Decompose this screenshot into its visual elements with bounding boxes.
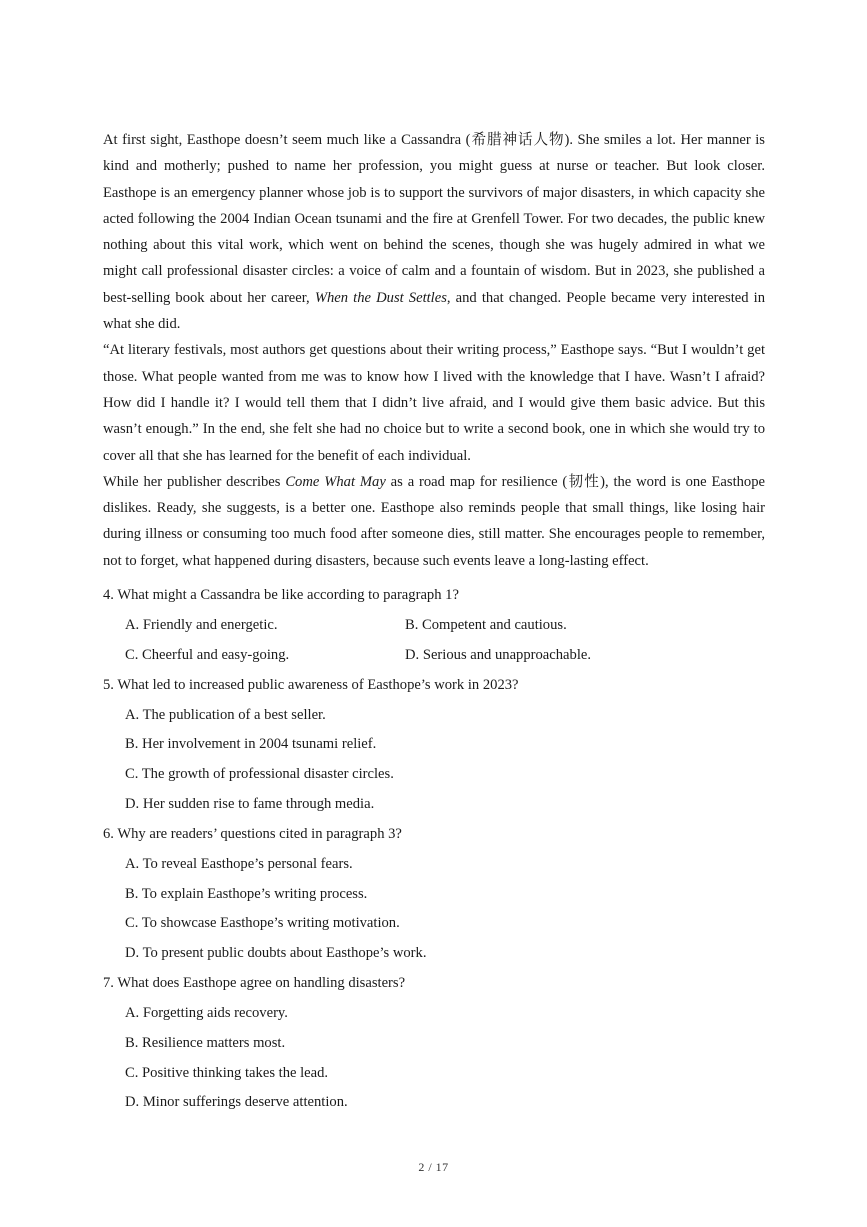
option-d: D. Her sudden rise to fame through media. [125, 795, 375, 812]
option-b: B. Her involvement in 2004 tsunami relief. [125, 736, 377, 753]
question-stem: 7. What does Easthope agree on handling disasters? [103, 974, 406, 991]
option-c: C. To showcase Easthope’s writing motivation. [125, 915, 400, 932]
paragraph-1 [103, 127, 765, 337]
paragraph-1-text-end: , and that changed. People became very interested in what she did. [103, 289, 765, 333]
option-a: A. The publication of a best seller. [125, 706, 326, 723]
paragraph-3-text-end: as a road map for resilience (韧性), the word is one Easthope dislikes. Ready, she suggests, is a better one. Easthope also reminds people that small things, like losing hair during illness or consuming too much food after someone dies, still matter. She encourages people to remember, not to forget, what happened during disasters, because such events leave a long-lasting effect. [103, 473, 765, 569]
option-a: A. To reveal Easthope’s personal fears. [125, 855, 353, 872]
option-c: C. Cheerful and easy-going. [125, 646, 290, 663]
option-b: B. Resilience matters most. [125, 1034, 286, 1051]
option-a: A. Forgetting aids recovery. [125, 1004, 288, 1021]
option-row [103, 643, 765, 673]
question-stem: 6. Why are readers’ questions cited in paragraph 3? [103, 825, 402, 842]
paragraph-1-text: At first sight, Easthope doesn’t seem much like a Cassandra (希腊神话人物). She smiles a lot. Her manner is kind and motherly; pushed to name her profession, you might guess at nurse or teacher. But look closer. Easthope is an emergency planner whose job is to support the survivors of major disasters, in which capacity she acted following the 2004 Indian Ocean tsunami and the fire at Grenfell Tower. For two decades, the public knew nothing about this vital work, which went on behind the scenes, though she was hugely admired in what we might call professional disaster circles: a voice of calm and a fountain of wisdom. But in 2023, she published a best-selling book about her career, [103, 132, 765, 306]
option-a: A. Friendly and energetic. [125, 617, 278, 633]
option-b: B. To explain Easthope’s writing process. [125, 885, 368, 902]
book-title-2: Come What May [285, 473, 386, 490]
book-title-1: When the Dust Settles [314, 289, 447, 306]
question-6 [103, 822, 765, 971]
option-d: D. Serious and unapproachable. [405, 646, 592, 663]
question-5 [103, 673, 765, 822]
paragraph-3 [103, 469, 765, 574]
option-c: C. Positive thinking takes the lead. [125, 1064, 329, 1081]
option-d: D. Minor sufferings deserve attention. [125, 1094, 348, 1111]
option-b: B. Competent and cautious. [405, 617, 567, 633]
option-d: D. To present public doubts about Easthope’s work. [125, 945, 427, 962]
question-4 [103, 583, 765, 673]
option-row [103, 613, 765, 643]
question-stem: 4. What might a Cassandra be like according to paragraph 1? [103, 587, 459, 603]
page-number: 2 / 17 [418, 1160, 449, 1174]
option-c: C. The growth of professional disaster circles. [125, 766, 394, 783]
paragraph-2: “At literary festivals, most authors get questions about their writing process,” Easthope says. “But I wouldn’t get those. What people wanted from me was to know how I lived with the knowledge that I have. Wasn’t I afraid? How did I handle it? I would tell them that I didn’t live afraid, and I would give them basic advice. But this wasn’t enough.” In the end, she felt she had no choice but to write a second book, one in which she would try to cover all that she has learned for the benefit of each individual. [103, 342, 765, 464]
question-list [103, 583, 765, 1120]
question-stem: 5. What led to increased public awareness of Easthope’s work in 2023? [103, 676, 519, 693]
reading-passage [103, 127, 765, 574]
paragraph-3-text: While her publisher describes [103, 473, 286, 490]
question-7 [103, 971, 765, 1120]
